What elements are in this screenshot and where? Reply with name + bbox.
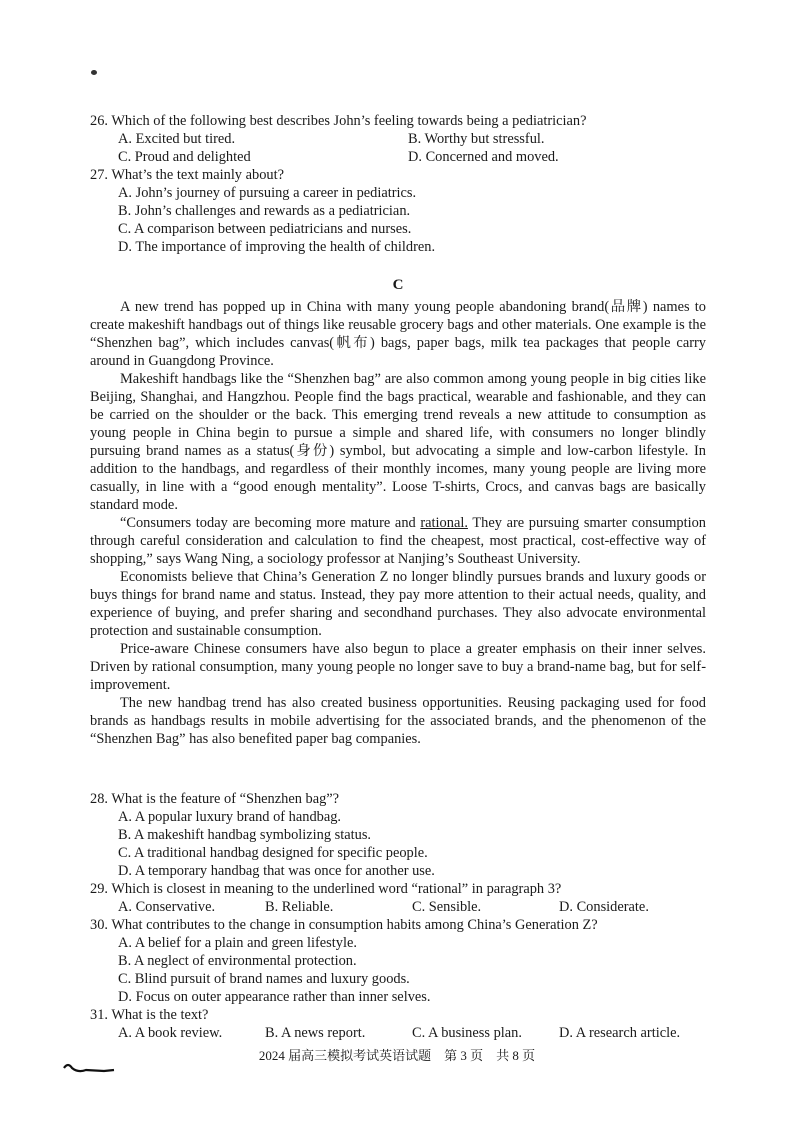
handwritten-mark	[60, 1060, 120, 1076]
q26-option-a: A. Excited but tired.	[118, 131, 236, 147]
q31-option-d: D. A research article.	[559, 1025, 681, 1041]
passage-paragraph-6: The new handbag trend has also created business opportunities. Reusing packaging used for food brands as handbags results in mobile advertising for the associated brands, and the phenomenon of the “Shenzhen Bag” has also benefited paper bag companies.	[90, 695, 706, 747]
q30-option-d: D. Focus on outer appearance rather than inner selves.	[118, 989, 431, 1005]
q26-option-b: B. Worthy but stressful.	[408, 131, 545, 147]
p3-text-after: They are pursuing smarter consumption through careful consideration and calculation to find the cheapest, most practical, cost-effective way of shopping,” says Wang Ning, a sociology professor at Nanjing’s Southeast University.	[90, 515, 706, 567]
questions-28-31	[90, 790, 706, 1042]
underlined-word-rational: rational.	[420, 515, 468, 531]
passage-paragraph-2: Makeshift handbags like the “Shenzhen bag” are also common among young people in big cities like Beijing, Shanghai, and Hangzhou. People find the bags practical, wearable and fashionable, and they can be carried on the shoulder or the back. This emerging trend reveals a new attitude to consumption as young people in China begin to pursue a simple and shared life, with consumers no longer blindly pursuing brand names as a status(身份) symbol, but advocating a simple and low-carbon lifestyle. In addition to the handbags, and regardless of their monthly incomes, many young people are living more casually, in line with a “good enough mentality”. Loose T-shirts, Crocs, and canvas bags are basically standard mode.	[90, 371, 706, 513]
q31-stem: 31. What is the text?	[90, 1007, 209, 1023]
q31-options	[90, 1024, 706, 1042]
q27-stem: 27. What’s the text mainly about?	[90, 167, 284, 183]
passage-paragraph-4: Economists believe that China’s Generation Z no longer blindly pursues brands and luxury goods or buys things for brand name and status. Instead, they pay more attention to their actual needs, quality, and experience of buying, and prefer sharing and secondhand purchases. They also advocate environmental protection and sustainable consumption.	[90, 569, 706, 639]
passage-paragraph-3	[90, 514, 706, 568]
q27-option-c: C. A comparison between pediatricians and nurses.	[118, 221, 412, 237]
q28-option-d: D. A temporary handbag that was once for another use.	[118, 863, 435, 879]
passage-c	[90, 276, 706, 748]
q27-option-a: A. John’s journey of pursuing a career in pediatrics.	[118, 185, 417, 201]
q29-option-b: B. Reliable.	[265, 899, 334, 915]
q31-option-b: B. A news report.	[265, 1025, 366, 1041]
section-heading: C	[392, 277, 404, 293]
q28-stem: 28. What is the feature of “Shenzhen bag”?	[90, 791, 340, 807]
q28-option-c: C. A traditional handbag designed for specific people.	[118, 845, 428, 861]
q30-option-c: C. Blind pursuit of brand names and luxury goods.	[118, 971, 410, 987]
q29-option-d: D. Considerate.	[559, 899, 649, 915]
q30-stem: 30. What contributes to the change in consumption habits among China’s Generation Z?	[90, 917, 598, 933]
passage-paragraph-1: A new trend has popped up in China with many young people abandoning brand(品牌) names to create makeshift handbags out of things like reusable grocery bags and other materials. One example is the “Shenzhen bag”, which includes canvas(帆布) bags, paper bags, milk tea packages that people carry around in Guangdong Province.	[90, 299, 706, 369]
q26-options-ab	[90, 130, 706, 148]
q30-option-b: B. A neglect of environmental protection.	[118, 953, 357, 969]
q27-option-d: D. The importance of improving the health of children.	[118, 239, 436, 255]
q29-option-c: C. Sensible.	[412, 899, 482, 915]
passage-paragraph-5: Price-aware Chinese consumers have also begun to place a greater emphasis on their inner selves. Driven by rational consumption, many young people no longer save to buy a brand-name bag, but for self-improvement.	[90, 641, 706, 693]
q29-stem: 29. Which is closest in meaning to the underlined word “rational” in paragraph 3?	[90, 881, 562, 897]
p3-text-before: “Consumers today are becoming more mature and	[120, 515, 421, 531]
q29-option-a: A. Conservative.	[118, 899, 216, 915]
q26-options-cd	[90, 148, 706, 166]
q26-option-c: C. Proud and delighted	[118, 149, 251, 165]
q27-option-b: B. John’s challenges and rewards as a pediatrician.	[118, 203, 411, 219]
q28-option-a: A. A popular luxury brand of handbag.	[118, 809, 342, 825]
q28-option-b: B. A makeshift handbag symbolizing status.	[118, 827, 372, 843]
q29-options	[90, 898, 706, 916]
q26-option-d: D. Concerned and moved.	[408, 149, 559, 165]
q30-option-a: A. A belief for a plain and green lifestyle.	[118, 935, 357, 951]
page-footer: 2024 届高三模拟考试英语试题 第 3 页 共 8 页	[258, 1048, 536, 1063]
q31-option-a: A. A book review.	[118, 1025, 223, 1041]
questions-26-27	[90, 112, 706, 256]
ink-dot	[91, 70, 97, 75]
q31-option-c: C. A business plan.	[412, 1025, 522, 1041]
q26-stem: 26. Which of the following best describes John’s feeling towards being a pediatrician?	[90, 113, 587, 129]
